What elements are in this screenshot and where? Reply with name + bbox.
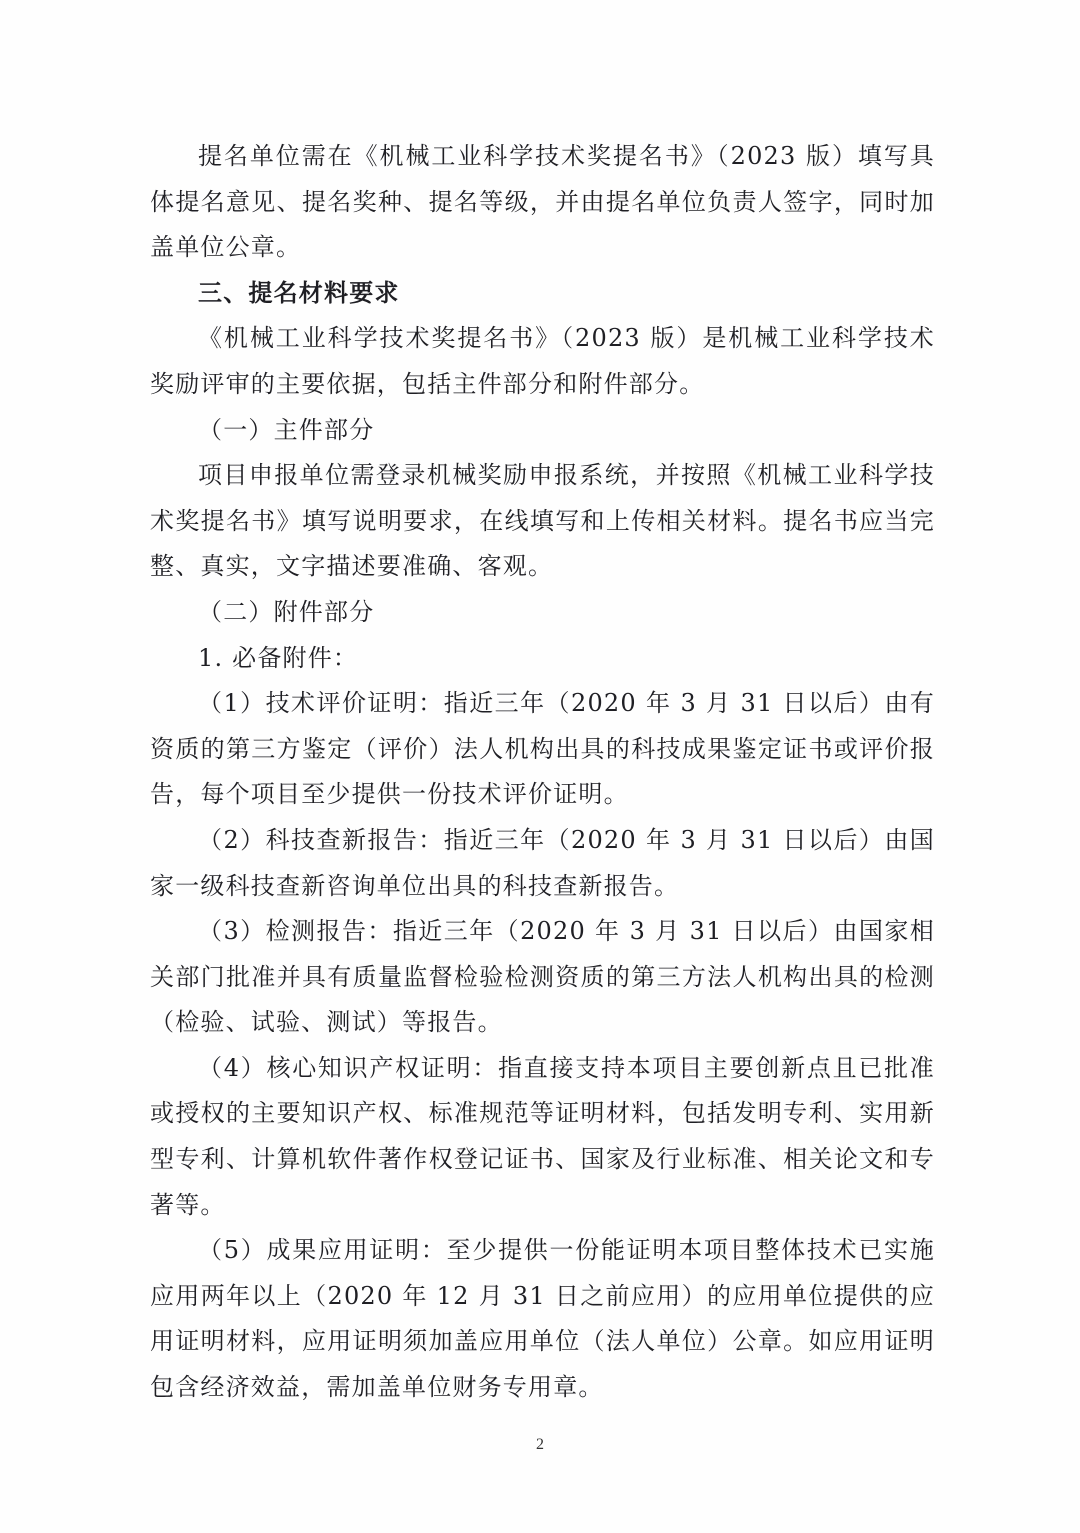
paragraph-test-report: （3）检测报告：指近三年（2020 年 3 月 31 日以后）由国家相关部门批准并具有质量监督检验检测资质的第三方法人机构出具的检测（检验、试验、测试）等报告。: [150, 917, 935, 1037]
subheading-main-part: （一）主件部分: [198, 415, 375, 444]
subheading-required-attachments: 1. 必备附件：: [198, 643, 359, 672]
paragraph-novelty-search: （2）科技查新报告：指近三年（2020 年 3 月 31 日以后）由国家一级科技查新咨询单位出具的科技查新报告。: [150, 825, 935, 900]
paragraph-ip-proof: （4）核心知识产权证明：指直接支持本项目主要创新点且已批准或授权的主要知识产权、标准规范等证明材料，包括发明专利、实用新型专利、计算机软件著作权登记证书、国家及行业标准、相关论文和专著等。: [150, 1053, 935, 1219]
subheading-attachments: （二）附件部分: [198, 597, 375, 626]
document-body: [150, 134, 935, 1411]
paragraph-application-proof: （5）成果应用证明：至少提供一份能证明本项目整体技术已实施应用两年以上（2020 年 12 月 31 日之前应用）的应用单位提供的应用证明材料，应用证明须加盖应用单位（法人单位）公章。如应用证明包含经济效益，需加盖单位财务专用章。: [150, 1236, 935, 1402]
paragraph-nomination-book: 《机械工业科学技术奖提名书》（2023 版）是机械工业科学技术奖励评审的主要依据，包括主件部分和附件部分。: [150, 324, 935, 398]
page-number: 2: [536, 1436, 544, 1453]
paragraph-main-part: 项目申报单位需登录机械奖励申报系统，并按照《机械工业科学技术奖提名书》填写说明要求，在线填写和上传相关材料。提名书应当完整、真实，文字描述要准确、客观。: [150, 461, 935, 581]
section-heading-materials: 三、提名材料要求: [198, 278, 400, 307]
paragraph-nomination-unit: 提名单位需在《机械工业科学技术奖提名书》（2023 版）填写具体提名意见、提名奖种、提名等级，并由提名单位负责人签字，同时加盖单位公章。: [150, 142, 935, 262]
paragraph-tech-evaluation: （1）技术评价证明：指近三年（2020 年 3 月 31 日以后）由有资质的第三方鉴定（评价）法人机构出具的科技成果鉴定证书或评价报告，每个项目至少提供一份技术评价证明。: [150, 689, 935, 809]
